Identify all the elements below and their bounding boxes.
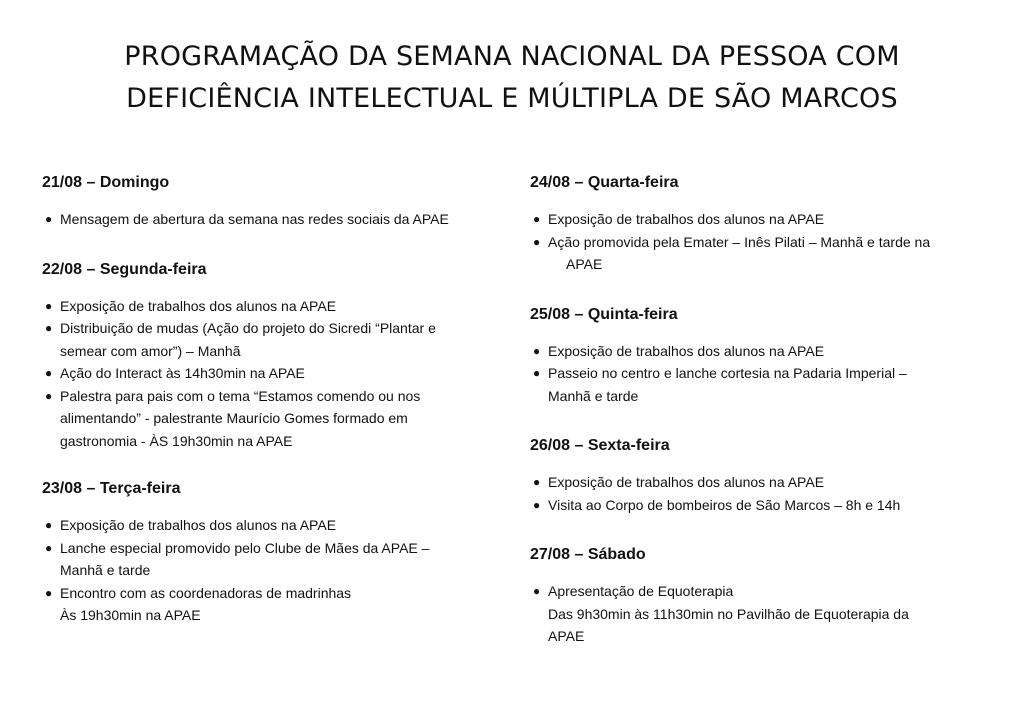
title-line-1: PROGRAMAÇÃO DA SEMANA NACIONAL DA PESSOA COM (124, 41, 900, 72)
activity-item (530, 208, 980, 231)
day-heading: 26/08 – Sexta-feira (530, 437, 670, 454)
day-27-08 (530, 544, 980, 648)
activity-text: APAE (548, 628, 585, 644)
activity-text: alimentando” - palestrante Maurício Gomes formado em (60, 410, 408, 426)
activity-item (530, 494, 980, 517)
activity-list (42, 295, 502, 453)
activity-text: APAE (566, 256, 603, 272)
activity-text: Exposição de trabalhos dos alunos na APAE (548, 474, 825, 490)
day-25-08 (530, 304, 980, 408)
day-23-08 (42, 478, 502, 627)
bullet-icon: ● (533, 475, 541, 489)
bullet-icon: ● (45, 366, 53, 380)
day-heading: 25/08 – Quinta-feira (530, 305, 678, 323)
activity-item (42, 362, 502, 385)
activity-text: gastronomia - ÀS 19h30min na APAE (60, 432, 293, 449)
activity-item (42, 385, 502, 453)
activity-text: Palestra para pais com o tema “Estamos comendo ou nos (60, 387, 421, 404)
activity-text: semear com amor”) – Manhã (60, 342, 241, 359)
activity-text: Apresentação de Equoterapia (548, 583, 734, 599)
day-heading: 23/08 – Terça-feira (42, 480, 181, 497)
activity-text: Mensagem de abertura da semana nas redes sociais da APAE (60, 211, 449, 227)
bullet-icon: ● (533, 212, 541, 226)
activity-list (530, 471, 980, 516)
activity-item (42, 317, 502, 362)
bullet-icon: ● (45, 540, 53, 555)
activity-text: Passeio no centro e lanche cortesia na Padaria Imperial – (548, 365, 907, 381)
right-column (530, 172, 980, 648)
activity-list (42, 514, 502, 627)
activity-item (42, 537, 502, 582)
activity-item (530, 471, 980, 494)
activity-item (530, 340, 980, 363)
activity-item (530, 362, 980, 407)
activity-text: Exposição de trabalhos dos alunos na APAE (548, 342, 825, 359)
activity-list (530, 340, 980, 408)
title-line-2: DEFICIÊNCIA INTELECTUAL E MÚLTIPLA DE SÃO MARCOS (126, 83, 898, 114)
bullet-icon: ● (533, 584, 541, 598)
activity-text: Encontro com as coordenadoras de madrinhas (60, 584, 352, 601)
day-22-08 (42, 259, 502, 453)
activity-text: Visita ao Corpo de bombeiros de São Marcos – 8h e 14h (548, 496, 901, 513)
bullet-icon: ● (45, 518, 53, 532)
bullet-icon: ● (533, 366, 541, 380)
day-26-08 (530, 435, 980, 516)
page-title (0, 36, 1024, 120)
day-heading: 24/08 – Quarta-feira (530, 174, 679, 191)
activity-item (530, 580, 980, 648)
day-21-08 (42, 172, 502, 231)
activity-text: Exposição de trabalhos dos alunos na APAE (548, 211, 825, 227)
day-24-08 (530, 172, 980, 276)
activity-text: Manhã e tarde (548, 387, 639, 404)
day-heading: 22/08 – Segunda-feira (42, 260, 207, 278)
activity-item (42, 208, 502, 231)
activity-list (42, 208, 502, 231)
left-column (42, 172, 502, 627)
activity-text: Lanche especial promovido pelo Clube de Mães da APAE – (60, 539, 430, 556)
bullet-icon: ● (45, 298, 53, 313)
bullet-icon: ● (45, 388, 53, 403)
bullet-icon: ● (533, 497, 541, 512)
activity-text: Às 19h30min na APAE (60, 607, 201, 623)
activity-list (530, 580, 980, 648)
bullet-icon: ● (45, 321, 53, 335)
bullet-icon: ● (45, 585, 53, 600)
day-heading: 21/08 – Domingo (42, 174, 170, 191)
activity-list (530, 208, 980, 276)
activity-text: Exposição de trabalhos dos alunos na APAE (60, 517, 337, 533)
activity-item (42, 514, 502, 537)
bullet-icon: ● (533, 343, 541, 358)
activity-item (42, 295, 502, 318)
activity-text: Exposição de trabalhos dos alunos na APAE (60, 297, 337, 314)
day-heading: 27/08 – Sábado (530, 546, 646, 563)
activity-text: Distribuição de mudas (Ação do projeto do Sicredi “Plantar e (60, 320, 436, 336)
activity-item (42, 582, 502, 627)
activity-text: Ação promovida pela Emater – Inês Pilati – Manhã e tarde na (548, 233, 931, 250)
bullet-icon: ● (45, 212, 53, 226)
activity-text: Ação do Interact às 14h30min na APAE (60, 365, 305, 381)
activity-text: Das 9h30min às 11h30min no Pavilhão de Equoterapia da (548, 605, 909, 622)
activity-item (530, 231, 980, 276)
activity-text: Manhã e tarde (60, 562, 151, 578)
bullet-icon: ● (533, 234, 541, 249)
